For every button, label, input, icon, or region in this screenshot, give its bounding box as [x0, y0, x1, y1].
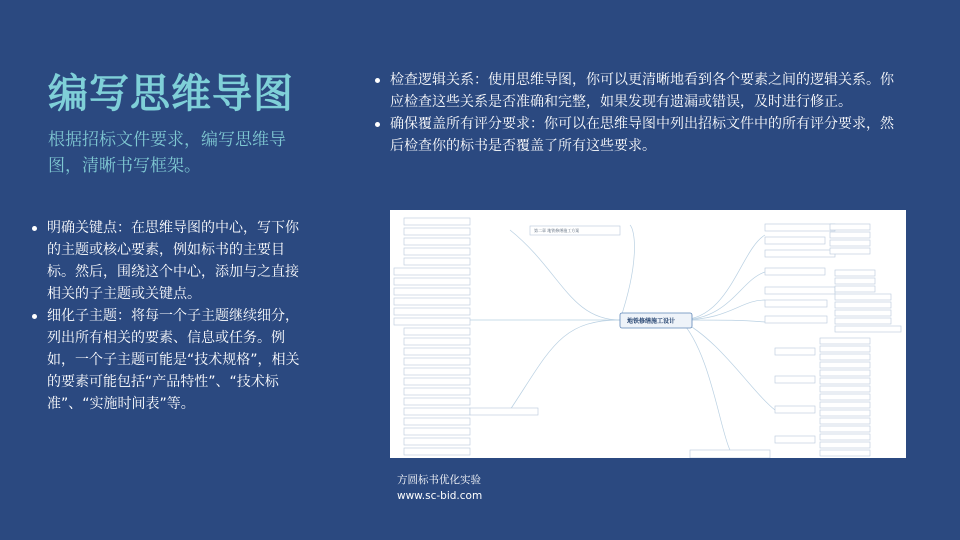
- footer-name: 方圆标书优化实验: [397, 474, 481, 486]
- center-node: [620, 313, 692, 328]
- left-branch-lines: [470, 230, 620, 410]
- right-bullet-list: [373, 69, 898, 157]
- bullet-item: 细化子主题：将每一个子主题继续细分，列出所有相关的要素、信息或任务。例如，一个子主题可能是“技术规格”，相关的要素可能包括“产品特性”、“技术标准”、“实施时间表”等。: [30, 305, 300, 415]
- bullet-item: 确保覆盖所有评分要求：你可以在思维导图中列出招标文件中的所有评分要求，然后检查你的标书是否覆盖了所有这些要求。: [373, 113, 898, 157]
- mindmap-branch-label: 第二章 地铁修缮施工方案: [534, 228, 580, 233]
- mindmap-center-label: 地铁修缮施工设计: [627, 318, 676, 325]
- left-node-column: [394, 218, 538, 455]
- mindmap-screenshot: [390, 210, 906, 458]
- left-bullet-list: [30, 217, 300, 415]
- slide-subtitle: 根据招标文件要求，编写思维导图，清晰书写框架。: [48, 130, 286, 176]
- top-branch-node: [530, 226, 620, 235]
- right-branch-lines: [620, 225, 775, 450]
- footer-watermark: [397, 472, 482, 504]
- bullet-item: 检查逻辑关系：使用思维导图，你可以更清晰地看到各个要素之间的逻辑关系。你应检查这些关系是否准确和完整，如果发现有遗漏或错误，及时进行修正。: [373, 69, 898, 113]
- bullet-item: 明确关键点：在思维导图的中心，写下你的主题或核心要素，例如标书的主要目标。然后，围绕这个中心，添加与之直接相关的子主题或关键点。: [30, 217, 300, 305]
- mindmap-diagram: [390, 210, 906, 458]
- slide-title: 编写思维导图: [48, 71, 294, 117]
- footer-url: www.sc-bid.com: [397, 490, 483, 502]
